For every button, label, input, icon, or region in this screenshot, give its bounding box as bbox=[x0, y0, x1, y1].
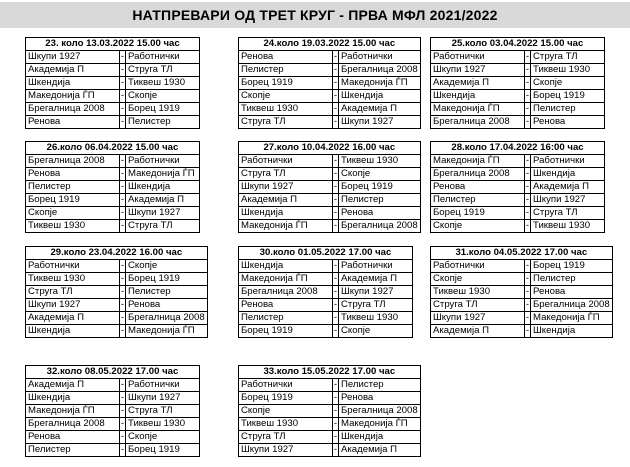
home-team: Скопје bbox=[239, 90, 333, 103]
home-team: Тиквеш 1930 bbox=[26, 273, 120, 286]
home-team: Ренова bbox=[26, 116, 120, 129]
away-team: Скопје bbox=[339, 168, 421, 181]
round-table bbox=[430, 37, 605, 129]
match-row bbox=[239, 181, 421, 194]
match-row bbox=[239, 325, 413, 338]
away-team: Скопје bbox=[339, 325, 413, 338]
home-team: Шкупи 1927 bbox=[431, 64, 525, 77]
round-header-row bbox=[26, 247, 208, 260]
away-team: Брегалница 2008 bbox=[339, 64, 421, 77]
round-header: 29.коло 23.04.2022 16.00 час bbox=[26, 247, 208, 260]
home-team: Скопје bbox=[26, 207, 120, 220]
home-team: Шкупи 1927 bbox=[431, 312, 525, 325]
round-header: 24.коло 19.03.2022 15.00 час bbox=[239, 38, 421, 51]
home-team: Работнички bbox=[431, 51, 525, 64]
match-row bbox=[26, 312, 208, 325]
match-row bbox=[431, 168, 605, 181]
match-row bbox=[431, 207, 605, 220]
round-header: 32.коло 08.05.2022 17.00 час bbox=[26, 366, 200, 379]
away-team: Борец 1919 bbox=[339, 181, 421, 194]
match-row bbox=[431, 325, 613, 338]
match-separator: - bbox=[333, 103, 338, 114]
round-header-row bbox=[239, 366, 421, 379]
away-team: Брегалница 2008 bbox=[531, 299, 613, 312]
match-row bbox=[26, 392, 200, 405]
home-team: Шкендија bbox=[431, 90, 525, 103]
home-team: Брегалница 2008 bbox=[431, 168, 525, 181]
match-row bbox=[431, 155, 605, 168]
match-separator: - bbox=[525, 103, 530, 114]
match-row bbox=[239, 168, 421, 181]
match-separator: - bbox=[333, 379, 338, 390]
round-header: 25.коло 03.04.2022 15.00 час bbox=[431, 38, 605, 51]
match-separator: - bbox=[525, 90, 530, 101]
match-row bbox=[239, 155, 421, 168]
match-separator: - bbox=[525, 325, 530, 336]
away-team: Работнички bbox=[126, 51, 200, 64]
away-team: Шкупи 1927 bbox=[339, 116, 421, 129]
match-separator: - bbox=[120, 405, 125, 416]
match-separator: - bbox=[525, 207, 530, 218]
match-row bbox=[26, 260, 208, 273]
round-header-row bbox=[431, 38, 605, 51]
away-team: Тиквеш 1930 bbox=[339, 312, 413, 325]
match-separator: - bbox=[333, 220, 338, 231]
away-team: Тиквеш 1930 bbox=[126, 418, 200, 431]
away-team: Скопје bbox=[531, 77, 605, 90]
match-separator: - bbox=[525, 155, 530, 166]
home-team: Струга ТЛ bbox=[431, 299, 525, 312]
home-team: Ренова bbox=[239, 299, 333, 312]
round-header: 23. коло 13.03.2022 15.00 час bbox=[26, 38, 200, 51]
match-row bbox=[26, 90, 200, 103]
match-row bbox=[239, 418, 421, 431]
away-team: Работнички bbox=[339, 51, 421, 64]
round-header: 28.коло 17.04.2022 16:00 час bbox=[431, 142, 605, 155]
match-row bbox=[26, 431, 200, 444]
home-team: Ренова bbox=[239, 51, 333, 64]
match-row bbox=[26, 405, 200, 418]
match-row bbox=[26, 155, 200, 168]
home-team: Шкупи 1927 bbox=[239, 444, 333, 457]
match-separator: - bbox=[525, 64, 530, 75]
match-row bbox=[431, 181, 605, 194]
home-team: Работнички bbox=[26, 260, 120, 273]
match-row bbox=[26, 325, 208, 338]
match-row bbox=[26, 418, 200, 431]
home-team: Скопје bbox=[431, 273, 525, 286]
match-separator: - bbox=[120, 64, 125, 75]
match-row bbox=[26, 286, 208, 299]
home-team: Брегалница 2008 bbox=[26, 103, 120, 116]
home-team: Македонија ЃП bbox=[239, 273, 333, 286]
home-team: Борец 1919 bbox=[431, 207, 525, 220]
round-header-row bbox=[26, 38, 200, 51]
match-separator: - bbox=[333, 418, 338, 429]
home-team: Струга ТЛ bbox=[26, 286, 120, 299]
round-header-row bbox=[26, 366, 200, 379]
match-row bbox=[26, 379, 200, 392]
away-team: Ренова bbox=[126, 299, 208, 312]
away-team: Тиквеш 1930 bbox=[531, 64, 605, 77]
match-separator: - bbox=[525, 116, 530, 127]
round-header: 31.коло 04.05.2022 17.00 час bbox=[431, 247, 613, 260]
match-row bbox=[26, 103, 200, 116]
match-separator: - bbox=[333, 273, 338, 284]
match-separator: - bbox=[333, 64, 338, 75]
match-separator: - bbox=[333, 444, 338, 455]
match-row bbox=[26, 168, 200, 181]
away-team: Академија П bbox=[339, 103, 421, 116]
home-team: Шкупи 1927 bbox=[26, 51, 120, 64]
home-team: Тиквеш 1930 bbox=[26, 220, 120, 233]
match-row bbox=[239, 286, 413, 299]
match-row bbox=[431, 299, 613, 312]
match-separator: - bbox=[120, 392, 125, 403]
away-team: Струга ТЛ bbox=[126, 64, 200, 77]
match-separator: - bbox=[120, 77, 125, 88]
match-row bbox=[26, 299, 208, 312]
match-separator: - bbox=[525, 273, 530, 284]
match-row bbox=[239, 103, 421, 116]
home-team: Тиквеш 1930 bbox=[239, 103, 333, 116]
match-row bbox=[239, 90, 421, 103]
page-title: НАТПРЕВАРИ ОД ТРЕТ КРУГ - ПРВА МФЛ 2021/2022 bbox=[0, 2, 630, 28]
home-team: Шкендија bbox=[26, 77, 120, 90]
away-team: Борец 1919 bbox=[531, 260, 613, 273]
match-separator: - bbox=[120, 168, 125, 179]
match-row bbox=[239, 64, 421, 77]
home-team: Ренова bbox=[26, 431, 120, 444]
match-separator: - bbox=[333, 207, 338, 218]
away-team: Шкупи 1927 bbox=[126, 207, 200, 220]
away-team: Шкупи 1927 bbox=[531, 194, 605, 207]
match-separator: - bbox=[333, 431, 338, 442]
match-row bbox=[239, 444, 421, 457]
away-team: Тиквеш 1930 bbox=[531, 220, 605, 233]
home-team: Академија П bbox=[431, 325, 525, 338]
home-team: Тиквеш 1930 bbox=[431, 286, 525, 299]
away-team: Шкендија bbox=[339, 431, 421, 444]
match-row bbox=[26, 194, 200, 207]
home-team: Брегалница 2008 bbox=[26, 155, 120, 168]
away-team: Ренова bbox=[339, 207, 421, 220]
match-row bbox=[26, 181, 200, 194]
match-separator: - bbox=[333, 325, 338, 336]
round-header-row bbox=[431, 247, 613, 260]
match-row bbox=[431, 103, 605, 116]
home-team: Академија П bbox=[431, 77, 525, 90]
home-team: Скопје bbox=[431, 220, 525, 233]
home-team: Шкупи 1927 bbox=[239, 181, 333, 194]
match-row bbox=[431, 64, 605, 77]
match-separator: - bbox=[120, 155, 125, 166]
match-separator: - bbox=[120, 220, 125, 231]
away-team: Ренова bbox=[339, 392, 421, 405]
away-team: Работнички bbox=[126, 155, 200, 168]
match-separator: - bbox=[120, 194, 125, 205]
match-row bbox=[431, 260, 613, 273]
away-team: Пелистер bbox=[531, 273, 613, 286]
match-row bbox=[239, 405, 421, 418]
match-row bbox=[239, 194, 421, 207]
away-team: Борец 1919 bbox=[126, 103, 200, 116]
home-team: Шкендија bbox=[239, 207, 333, 220]
match-row bbox=[431, 90, 605, 103]
round-table bbox=[25, 37, 200, 129]
away-team: Струга ТЛ bbox=[126, 405, 200, 418]
match-separator: - bbox=[333, 299, 338, 310]
match-separator: - bbox=[525, 312, 530, 323]
match-row bbox=[431, 286, 613, 299]
round-table bbox=[430, 141, 605, 233]
round-header: 33.коло 15.05.2022 17.00 час bbox=[239, 366, 421, 379]
home-team: Ренова bbox=[431, 181, 525, 194]
home-team: Македонија ЃП bbox=[26, 405, 120, 418]
round-table bbox=[238, 365, 421, 457]
match-separator: - bbox=[333, 168, 338, 179]
away-team: Брегалница 2008 bbox=[339, 220, 421, 233]
match-separator: - bbox=[333, 77, 338, 88]
match-row bbox=[239, 392, 421, 405]
round-header-row bbox=[431, 142, 605, 155]
round-header-row bbox=[239, 142, 421, 155]
match-row bbox=[239, 273, 413, 286]
match-separator: - bbox=[333, 405, 338, 416]
away-team: Македонија ЃП bbox=[126, 168, 200, 181]
match-separator: - bbox=[120, 312, 125, 323]
match-separator: - bbox=[333, 116, 338, 127]
home-team: Македонија ЃП bbox=[239, 220, 333, 233]
away-team: Академија П bbox=[339, 273, 413, 286]
home-team: Работнички bbox=[239, 379, 333, 392]
match-row bbox=[431, 51, 605, 64]
home-team: Академија П bbox=[26, 379, 120, 392]
match-separator: - bbox=[120, 299, 125, 310]
away-team: Струга ТЛ bbox=[339, 299, 413, 312]
away-team: Шкупи 1927 bbox=[126, 392, 200, 405]
away-team: Скопје bbox=[126, 431, 200, 444]
match-separator: - bbox=[120, 325, 125, 336]
home-team: Брегалница 2008 bbox=[239, 286, 333, 299]
away-team: Борец 1919 bbox=[126, 444, 200, 457]
away-team: Борец 1919 bbox=[126, 273, 208, 286]
match-separator: - bbox=[120, 116, 125, 127]
match-separator: - bbox=[120, 260, 125, 271]
home-team: Брегалница 2008 bbox=[26, 418, 120, 431]
match-row bbox=[239, 207, 421, 220]
match-row bbox=[26, 207, 200, 220]
away-team: Пелистер bbox=[339, 194, 421, 207]
away-team: Пелистер bbox=[339, 379, 421, 392]
away-team: Македонија ЃП bbox=[126, 325, 208, 338]
home-team: Работнички bbox=[431, 260, 525, 273]
away-team: Работнички bbox=[126, 379, 200, 392]
round-table bbox=[25, 246, 208, 338]
away-team: Брегалница 2008 bbox=[339, 405, 421, 418]
match-separator: - bbox=[525, 168, 530, 179]
match-separator: - bbox=[525, 51, 530, 62]
match-row bbox=[239, 51, 421, 64]
match-separator: - bbox=[333, 181, 338, 192]
away-team: Академија П bbox=[126, 194, 200, 207]
match-separator: - bbox=[333, 312, 338, 323]
away-team: Шкупи 1927 bbox=[339, 286, 413, 299]
home-team: Пелистер bbox=[239, 64, 333, 77]
match-row bbox=[239, 299, 413, 312]
match-separator: - bbox=[120, 286, 125, 297]
away-team: Струга ТЛ bbox=[126, 220, 200, 233]
home-team: Струга ТЛ bbox=[239, 431, 333, 444]
match-separator: - bbox=[120, 273, 125, 284]
home-team: Борец 1919 bbox=[26, 194, 120, 207]
home-team: Борец 1919 bbox=[239, 392, 333, 405]
match-row bbox=[431, 77, 605, 90]
home-team: Шкупи 1927 bbox=[26, 299, 120, 312]
match-row bbox=[239, 431, 421, 444]
away-team: Скопје bbox=[126, 260, 208, 273]
match-separator: - bbox=[525, 181, 530, 192]
match-separator: - bbox=[120, 444, 125, 455]
away-team: Работнички bbox=[531, 155, 605, 168]
away-team: Тиквеш 1930 bbox=[339, 155, 421, 168]
match-separator: - bbox=[120, 379, 125, 390]
away-team: Шкендија bbox=[531, 168, 605, 181]
away-team: Ренова bbox=[531, 116, 605, 129]
away-team: Тиквеш 1930 bbox=[126, 77, 200, 90]
away-team: Брегалница 2008 bbox=[126, 312, 208, 325]
round-table bbox=[25, 141, 200, 233]
match-separator: - bbox=[333, 260, 338, 271]
away-team: Пелистер bbox=[126, 116, 200, 129]
round-table bbox=[25, 365, 200, 457]
round-header: 30.коло 01.05.2022 17.00 час bbox=[239, 247, 413, 260]
round-header: 26.коло 06.04.2022 15.00 час bbox=[26, 142, 200, 155]
away-team: Работнички bbox=[339, 260, 413, 273]
home-team: Борец 1919 bbox=[239, 325, 333, 338]
round-header-row bbox=[239, 38, 421, 51]
away-team: Македонија ЃП bbox=[531, 312, 613, 325]
match-separator: - bbox=[120, 181, 125, 192]
home-team: Македонија ЃП bbox=[26, 90, 120, 103]
away-team: Шкендија bbox=[339, 90, 421, 103]
away-team: Струга ТЛ bbox=[531, 51, 605, 64]
match-separator: - bbox=[333, 392, 338, 403]
away-team: Академија П bbox=[339, 444, 421, 457]
match-row bbox=[239, 116, 421, 129]
match-row bbox=[26, 116, 200, 129]
home-team: Академија П bbox=[26, 64, 120, 77]
match-separator: - bbox=[120, 103, 125, 114]
home-team: Пелистер bbox=[431, 194, 525, 207]
home-team: Струга ТЛ bbox=[239, 116, 333, 129]
match-row bbox=[239, 220, 421, 233]
away-team: Скопје bbox=[126, 90, 200, 103]
match-row bbox=[431, 116, 605, 129]
match-separator: - bbox=[525, 77, 530, 88]
home-team: Шкендија bbox=[26, 392, 120, 405]
home-team: Скопје bbox=[239, 405, 333, 418]
match-row bbox=[431, 220, 605, 233]
match-separator: - bbox=[333, 51, 338, 62]
match-separator: - bbox=[120, 207, 125, 218]
home-team: Шкендија bbox=[239, 260, 333, 273]
away-team: Македонија ЃП bbox=[339, 77, 421, 90]
match-row bbox=[239, 312, 413, 325]
home-team: Македонија ЃП bbox=[431, 155, 525, 168]
match-separator: - bbox=[525, 194, 530, 205]
home-team: Ренова bbox=[26, 168, 120, 181]
away-team: Академија П bbox=[531, 181, 605, 194]
match-row bbox=[26, 51, 200, 64]
match-separator: - bbox=[525, 260, 530, 271]
round-table bbox=[238, 141, 421, 233]
home-team: Борец 1919 bbox=[239, 77, 333, 90]
match-row bbox=[239, 260, 413, 273]
round-header-row bbox=[26, 142, 200, 155]
home-team: Шкендија bbox=[26, 325, 120, 338]
match-row bbox=[431, 194, 605, 207]
home-team: Пелистер bbox=[26, 444, 120, 457]
match-separator: - bbox=[525, 220, 530, 231]
match-separator: - bbox=[120, 418, 125, 429]
match-separator: - bbox=[120, 51, 125, 62]
match-separator: - bbox=[333, 90, 338, 101]
round-table bbox=[238, 246, 413, 338]
match-separator: - bbox=[525, 299, 530, 310]
match-row bbox=[239, 379, 421, 392]
match-row bbox=[431, 273, 613, 286]
away-team: Македонија ЃП bbox=[339, 418, 421, 431]
match-separator: - bbox=[525, 286, 530, 297]
home-team: Брегалница 2008 bbox=[431, 116, 525, 129]
away-team: Борец 1919 bbox=[531, 90, 605, 103]
match-row bbox=[431, 312, 613, 325]
match-separator: - bbox=[120, 90, 125, 101]
home-team: Академија П bbox=[26, 312, 120, 325]
match-row bbox=[26, 220, 200, 233]
match-separator: - bbox=[333, 194, 338, 205]
away-team: Пелистер bbox=[531, 103, 605, 116]
match-separator: - bbox=[120, 431, 125, 442]
home-team: Македонија ЃП bbox=[431, 103, 525, 116]
round-header-row bbox=[239, 247, 413, 260]
away-team: Шкендија bbox=[126, 181, 200, 194]
match-row bbox=[26, 64, 200, 77]
home-team: Работнички bbox=[239, 155, 333, 168]
match-row bbox=[239, 77, 421, 90]
match-row bbox=[26, 273, 208, 286]
home-team: Академија П bbox=[239, 194, 333, 207]
round-header: 27.коло 10.04.2022 16.00 час bbox=[239, 142, 421, 155]
home-team: Пелистер bbox=[26, 181, 120, 194]
round-table bbox=[430, 246, 613, 338]
home-team: Тиквеш 1930 bbox=[239, 418, 333, 431]
away-team: Струга ТЛ bbox=[531, 207, 605, 220]
away-team: Пелистер bbox=[126, 286, 208, 299]
match-separator: - bbox=[333, 286, 338, 297]
match-row bbox=[26, 444, 200, 457]
home-team: Пелистер bbox=[239, 312, 333, 325]
away-team: Ренова bbox=[531, 286, 613, 299]
away-team: Шкендија bbox=[531, 325, 613, 338]
match-row bbox=[26, 77, 200, 90]
match-separator: - bbox=[333, 155, 338, 166]
round-table bbox=[238, 37, 421, 129]
home-team: Струга ТЛ bbox=[239, 168, 333, 181]
